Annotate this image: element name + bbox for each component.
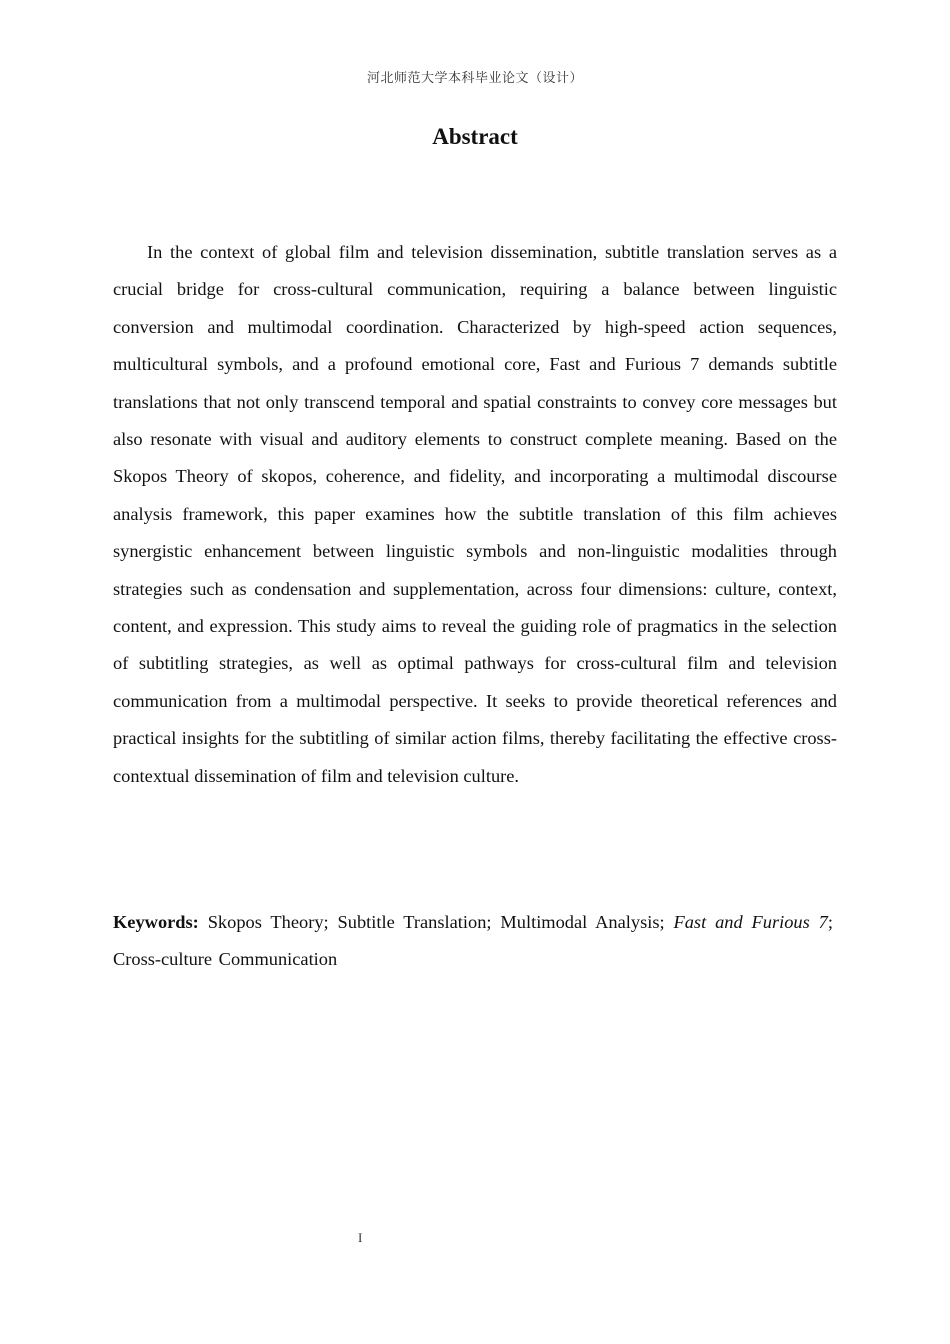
keywords-line [113,904,833,979]
keyword-cross-culture-communication: Cross-culture Communication [113,949,338,970]
keyword-subtitle-translation: Subtitle Translation; [337,912,492,932]
abstract-body: In the context of global film and television dissemination, subtitle translation serves as a crucial bridge for cross-cultural communication, requiring a balance between linguistic conversion and multimodal coordination. Characterized by high-speed action sequences, multicultural symbols, and a profound emotional core, Fast and Furious 7 demands subtitle translations that not only transcend temporal and spatial constraints to convey core messages but also resonate with visual and auditory elements to construct complete meaning. Based on the Skopos Theory of skopos, coherence, and fidelity, and incorporating a multimodal discourse analysis framework, this paper examines how the subtitle translation of this film achieves synergistic enhancement between linguistic symbols and non-linguistic modalities through strategies such as condensation and supplementation, across four dimensions: culture, context, content, and expression. This study aims to reveal the guiding role of pragmatics in the selection of subtitling strategies, as well as optimal pathways for cross-cultural film and television communication from a multimodal perspective. It seeks to provide theoretical references and practical insights for the subtitling of similar action films, thereby facilitating the effective cross-contextual dissemination of film and television culture. [113,242,837,786]
page-number: I [358,1230,363,1245]
abstract-title: Abstract [432,124,518,149]
keywords-label: Keywords: [113,912,199,932]
keyword-film-title: Fast and Furious 7 [673,912,828,932]
keyword-skopos-theory: Skopos Theory; [207,912,329,932]
keyword-separator: ; [827,912,833,932]
page-header: 河北师范大学本科毕业论文（设计） [366,71,583,86]
keyword-multimodal-analysis: Multimodal Analysis; [500,912,665,932]
